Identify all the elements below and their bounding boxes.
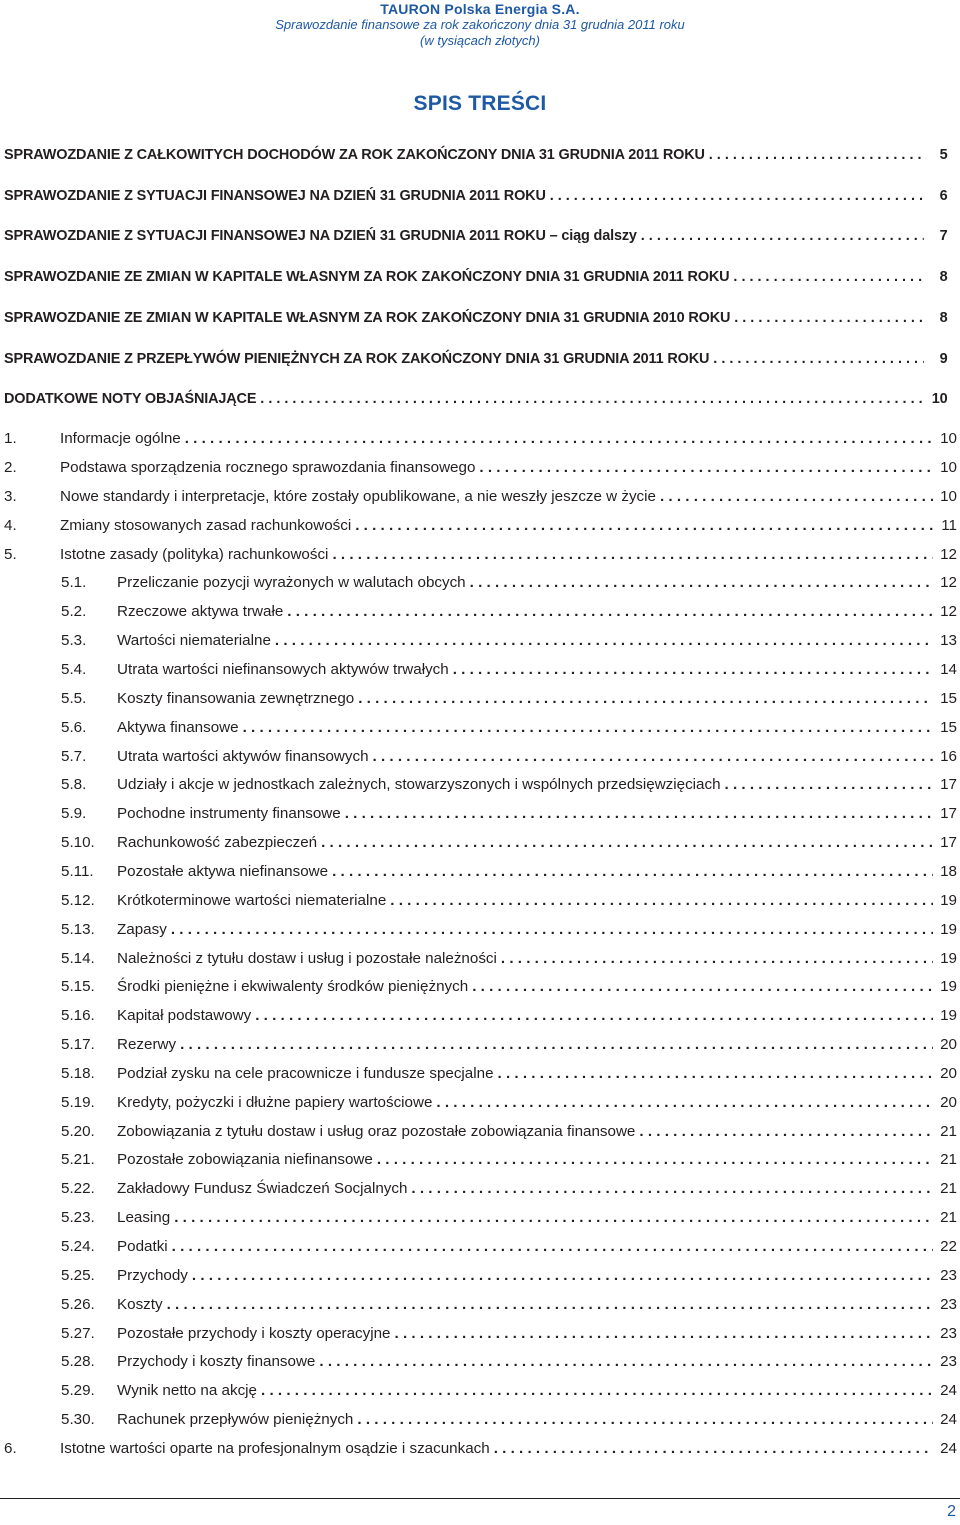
toc-entry-text: Wartości niematerialne <box>117 632 271 649</box>
toc-entry-page: 19 <box>940 1007 957 1024</box>
toc-entry-number: 6. <box>4 1440 17 1457</box>
toc-entry[interactable] <box>4 630 957 652</box>
dot-leader <box>395 1323 933 1345</box>
footer-divider <box>0 1498 960 1499</box>
toc-entry-text: SPRAWOZDANIE ZE ZMIAN W KAPITALE WŁASNYM ZA ROK ZAKOŃCZONY DNIA 31 GRUDNIA 2011 ROKU <box>4 269 730 285</box>
toc-entry[interactable] <box>4 832 957 854</box>
toc-entry-number: 5.22. <box>61 1180 95 1197</box>
toc-entry-page: 21 <box>940 1209 957 1226</box>
toc-entry-text: Udziały i akcje w jednostkach zależnych, stowarzyszonych i wspólnych przedsięwzięciach <box>117 776 721 793</box>
toc-entry[interactable] <box>4 1438 957 1460</box>
toc-entry[interactable] <box>4 144 947 166</box>
toc-entry-page: 19 <box>940 892 957 909</box>
toc-entry[interactable] <box>4 948 957 970</box>
toc-entry[interactable] <box>4 746 957 768</box>
toc-entry[interactable] <box>4 428 957 450</box>
toc-entry-text: Utrata wartości niefinansowych aktywów trwałych <box>117 661 449 678</box>
toc-entry-page: 6 <box>939 188 948 204</box>
toc-entry-number: 5.5. <box>61 690 87 707</box>
toc-entry-page: 18 <box>940 863 957 880</box>
toc-entry-page: 23 <box>940 1353 957 1370</box>
toc-entry-number: 5.27. <box>61 1325 95 1342</box>
toc-entry-page: 8 <box>939 310 948 326</box>
toc-entry-text: Zapasy <box>117 921 167 938</box>
dot-leader <box>185 428 933 450</box>
toc-entry-number: 5.28. <box>61 1353 95 1370</box>
dot-leader <box>255 1005 933 1027</box>
toc-entry-page: 21 <box>940 1180 957 1197</box>
toc-entry[interactable] <box>4 348 947 370</box>
toc-entry-page: 17 <box>940 805 957 822</box>
toc-entry-text: DODATKOWE NOTY OBJAŚNIAJĄCE <box>4 391 257 407</box>
dot-leader <box>373 746 933 768</box>
toc-entry-page: 21 <box>940 1123 957 1140</box>
toc-entry-number: 5.19. <box>61 1094 95 1111</box>
toc-entry[interactable] <box>4 1294 957 1316</box>
dot-leader <box>345 803 933 825</box>
dot-leader <box>550 185 924 207</box>
dot-leader <box>494 1438 933 1460</box>
toc-entry-page: 5 <box>939 147 948 163</box>
toc-entry-text: Rezerwy <box>117 1036 177 1053</box>
toc-entry-number: 5.12. <box>61 892 95 909</box>
toc-entry-text: Koszty <box>117 1296 163 1313</box>
dot-leader <box>260 388 923 410</box>
toc-entry[interactable] <box>4 307 947 329</box>
toc-entry-page: 10 <box>940 430 957 447</box>
toc-entry-number: 5.8. <box>61 776 87 793</box>
toc-entry-text: Kredyty, pożyczki i dłużne papiery wartościowe <box>117 1094 433 1111</box>
toc-entry-text: Podstawa sporządzenia rocznego sprawozdania finansowego <box>60 459 476 476</box>
toc-entry-page: 7 <box>939 228 948 244</box>
toc-entry-number: 3. <box>4 488 17 505</box>
toc-entry-text: Zobowiązania z tytułu dostaw i usług oraz pozostałe zobowiązania finansowe <box>117 1123 636 1140</box>
toc-entry-page: 14 <box>940 661 957 678</box>
toc-entry-page: 19 <box>940 921 957 938</box>
toc-entry-number: 5.18. <box>61 1065 95 1082</box>
toc-entry-text: Istotne zasady (polityka) rachunkowości <box>60 546 329 563</box>
toc-entry-number: 5. <box>4 546 17 563</box>
toc-entry-number: 5.26. <box>61 1296 95 1313</box>
toc-entry-text: Rzeczowe aktywa trwałe <box>117 603 284 620</box>
toc-entry-text: Przeliczanie pozycji wyrażonych w walutach obcych <box>117 574 466 591</box>
toc-entry-number: 5.14. <box>61 950 95 967</box>
dot-leader <box>436 1092 933 1114</box>
dot-leader <box>357 1409 933 1431</box>
dot-leader <box>332 861 933 883</box>
toc-entry-number: 5.21. <box>61 1151 95 1168</box>
toc-entry-page: 19 <box>940 950 957 967</box>
toc-entry[interactable] <box>4 861 957 883</box>
toc-entry-text: Koszty finansowania zewnętrznego <box>117 690 355 707</box>
toc-entry-text: Pozostałe przychody i koszty operacyjne <box>117 1325 391 1342</box>
toc-entry-page: 20 <box>940 1094 957 1111</box>
dot-leader <box>321 832 933 854</box>
toc-entry-text: Podział zysku na cele pracownicze i fundusze specjalne <box>117 1065 494 1082</box>
dot-leader <box>275 630 933 652</box>
toc-entry-number: 5.29. <box>61 1382 95 1399</box>
toc-entry-text: Podatki <box>117 1238 168 1255</box>
toc-entry-page: 13 <box>940 632 957 649</box>
toc-entry-number: 1. <box>4 430 17 447</box>
toc-entry-page: 17 <box>940 834 957 851</box>
dot-leader <box>713 348 923 370</box>
toc-entry-text: Zakładowy Fundusz Świadczeń Socjalnych <box>117 1180 408 1197</box>
toc-entry-page: 19 <box>940 978 957 995</box>
toc-entry[interactable] <box>4 515 957 537</box>
toc-entry-number: 5.7. <box>61 748 87 765</box>
toc-entry-page: 10 <box>931 391 948 407</box>
toc-entry[interactable] <box>4 717 957 739</box>
toc-entry-page: 24 <box>940 1440 957 1457</box>
toc-entry[interactable] <box>4 601 957 623</box>
toc-entry-text: Nowe standardy i interpretacje, które zostały opublikowane, a nie weszły jeszcze w życie <box>60 488 656 505</box>
toc-entry-number: 5.30. <box>61 1411 95 1428</box>
toc-entry[interactable] <box>4 1351 957 1373</box>
toc-entry-number: 5.25. <box>61 1267 95 1284</box>
toc-entry-text: SPRAWOZDANIE Z PRZEPŁYWÓW PIENIĘŻNYCH ZA ROK ZAKOŃCZONY DNIA 31 GRUDNIA 2011 ROKU <box>4 351 710 367</box>
dot-leader <box>180 1034 933 1056</box>
report-subtitle: Sprawozdanie finansowe za rok zakończony dnia 31 grudnia 2011 roku <box>275 17 685 32</box>
dot-leader <box>192 1265 933 1287</box>
toc-entry-number: 5.20. <box>61 1123 95 1140</box>
dot-leader <box>332 544 933 566</box>
toc-entry-text: SPRAWOZDANIE Z SYTUACJI FINANSOWEJ NA DZIEŃ 31 GRUDNIA 2011 ROKU – ciąg dalszy <box>4 228 637 244</box>
toc-entry-text: Pozostałe aktywa niefinansowe <box>117 863 329 880</box>
toc-entry[interactable] <box>4 890 957 912</box>
toc-entry-number: 5.10. <box>61 834 95 851</box>
toc-entry-number: 5.2. <box>61 603 87 620</box>
toc-entry-text: Pochodne instrumenty finansowe <box>117 805 341 822</box>
toc-entry-page: 11 <box>941 517 957 534</box>
dot-leader <box>319 1351 933 1373</box>
toc-entry-text: SPRAWOZDANIE Z CAŁKOWITYCH DOCHODÓW ZA ROK ZAKOŃCZONY DNIA 31 GRUDNIA 2011 ROKU <box>4 147 705 163</box>
toc-entry-page: 23 <box>940 1325 957 1342</box>
toc-entry-text: Aktywa finansowe <box>117 719 239 736</box>
toc-entry-number: 2. <box>4 459 17 476</box>
toc-entry-number: 5.4. <box>61 661 87 678</box>
toc-entry-text: Należności z tytułu dostaw i usług i pozostałe należności <box>117 950 497 967</box>
toc-entry[interactable] <box>4 185 947 207</box>
toc-entry[interactable] <box>4 1178 957 1200</box>
toc-entry-page: 9 <box>939 351 948 367</box>
toc-entry-text: Zmiany stosowanych zasad rachunkowości <box>60 517 352 534</box>
toc-entry-text: SPRAWOZDANIE Z SYTUACJI FINANSOWEJ NA DZIEŃ 31 GRUDNIA 2011 ROKU <box>4 188 546 204</box>
toc-entry-number: 4. <box>4 517 17 534</box>
toc-entry[interactable] <box>4 1207 957 1229</box>
toc-entry[interactable] <box>4 774 957 796</box>
dot-leader <box>355 515 933 537</box>
dot-leader <box>501 948 933 970</box>
dot-leader <box>660 486 933 508</box>
dot-leader <box>472 976 933 998</box>
toc-entry-page: 12 <box>940 574 957 591</box>
toc-entry-page: 16 <box>940 748 957 765</box>
dot-leader <box>358 688 933 710</box>
toc-entry-number: 5.3. <box>61 632 87 649</box>
toc-entry[interactable] <box>4 1034 957 1056</box>
dot-leader <box>243 717 933 739</box>
toc-entry-text: Rachunek przepływów pieniężnych <box>117 1411 354 1428</box>
toc-entry-text: Wynik netto na akcję <box>117 1382 257 1399</box>
dot-leader <box>734 307 923 329</box>
dot-leader <box>470 572 933 594</box>
toc-entry-text: Rachunkowość zabezpieczeń <box>117 834 318 851</box>
toc-entry-number: 5.11. <box>61 863 94 880</box>
toc-entry[interactable] <box>4 803 957 825</box>
toc-entry-page: 15 <box>940 719 957 736</box>
toc-entry-text: Informacje ogólne <box>60 430 181 447</box>
toc-entry-page: 10 <box>940 459 957 476</box>
dot-leader <box>167 1294 933 1316</box>
company-name: TAURON Polska Energia S.A. <box>380 1 580 17</box>
toc-entry[interactable] <box>4 1121 957 1143</box>
toc-entry-page: 23 <box>940 1267 957 1284</box>
toc-entry-page: 12 <box>940 603 957 620</box>
toc-entry-page: 8 <box>939 269 948 285</box>
dot-leader <box>498 1063 933 1085</box>
toc-entry-number: 5.15. <box>61 978 95 995</box>
toc-entry[interactable] <box>4 1380 957 1402</box>
toc-entry-number: 5.17. <box>61 1036 95 1053</box>
toc-entry-page: 21 <box>940 1151 957 1168</box>
dot-leader <box>641 225 924 247</box>
toc-entry-page: 24 <box>940 1382 957 1399</box>
toc-entry-page: 20 <box>940 1036 957 1053</box>
toc-entry[interactable] <box>4 659 957 681</box>
toc-entry[interactable] <box>4 266 947 288</box>
toc-entry-number: 5.24. <box>61 1238 95 1255</box>
toc-entry-text: Przychody <box>117 1267 188 1284</box>
toc-entry-number: 5.16. <box>61 1007 95 1024</box>
toc-entry[interactable] <box>4 1409 957 1431</box>
toc-entry-text: Leasing <box>117 1209 171 1226</box>
dot-leader <box>479 457 933 479</box>
toc-entry-text: Przychody i koszty finansowe <box>117 1353 316 1370</box>
toc-entry[interactable] <box>4 457 957 479</box>
page-header <box>0 0 960 49</box>
toc-entry-page: 17 <box>940 776 957 793</box>
dot-leader <box>172 1236 933 1258</box>
dot-leader <box>725 774 933 796</box>
toc-entry[interactable] <box>4 1323 957 1345</box>
toc-entry-text: SPRAWOZDANIE ZE ZMIAN W KAPITALE WŁASNYM ZA ROK ZAKOŃCZONY DNIA 31 GRUDNIA 2010 ROKU <box>4 310 731 326</box>
toc-entry[interactable] <box>4 388 947 410</box>
toc-entry-text: Kapitał podstawowy <box>117 1007 252 1024</box>
toc-entry-number: 5.6. <box>61 719 87 736</box>
toc-entry-number: 5.13. <box>61 921 95 938</box>
toc-entry-page: 22 <box>940 1238 957 1255</box>
toc-entry-text: Utrata wartości aktywów finansowych <box>117 748 369 765</box>
toc-entry-text: Pozostałe zobowiązania niefinansowe <box>117 1151 373 1168</box>
toc-entry-text: Krótkoterminowe wartości niematerialne <box>117 892 387 909</box>
toc-entry[interactable] <box>4 1236 957 1258</box>
toc-entry-page: 20 <box>940 1065 957 1082</box>
toc-entry[interactable] <box>4 1063 957 1085</box>
dot-leader <box>261 1380 933 1402</box>
toc-entry-text: Środki pieniężne i ekwiwalenty środków pieniężnych <box>117 978 469 995</box>
toc-entry[interactable] <box>4 225 947 247</box>
dot-leader <box>709 144 924 166</box>
dot-leader <box>287 601 933 623</box>
toc-entry[interactable] <box>4 688 957 710</box>
toc-entry[interactable] <box>4 919 957 941</box>
dot-leader <box>411 1178 933 1200</box>
toc-entry-page: 15 <box>940 690 957 707</box>
toc-entry[interactable] <box>4 572 957 594</box>
toc-entry[interactable] <box>4 486 957 508</box>
toc-entry[interactable] <box>4 544 957 566</box>
toc-entry-page: 12 <box>940 546 957 563</box>
toc-entry-page: 24 <box>940 1411 957 1428</box>
toc-title: SPIS TREŚCI <box>413 92 547 115</box>
dot-leader <box>639 1121 933 1143</box>
toc-entry-number: 5.1. <box>61 574 87 591</box>
toc-entry[interactable] <box>4 1005 957 1027</box>
dot-leader <box>390 890 933 912</box>
dot-leader <box>174 1207 933 1229</box>
toc-entry-text: Istotne wartości oparte na profesjonalnym osądzie i szacunkach <box>60 1440 490 1457</box>
toc-entry-number: 5.9. <box>61 805 87 822</box>
dot-leader <box>453 659 933 681</box>
toc-entry[interactable] <box>4 1092 957 1114</box>
toc-entry-page: 10 <box>940 488 957 505</box>
dot-leader <box>377 1149 933 1171</box>
units-note: (w tysiącach złotych) <box>420 33 540 48</box>
toc-entry-number: 5.23. <box>61 1209 95 1226</box>
dot-leader <box>171 919 933 941</box>
page-number: 2 <box>947 1503 956 1520</box>
toc-entry[interactable] <box>4 976 957 998</box>
toc-entry-page: 23 <box>940 1296 957 1313</box>
toc-entry[interactable] <box>4 1265 957 1287</box>
toc-entry[interactable] <box>4 1149 957 1171</box>
dot-leader <box>733 266 923 288</box>
